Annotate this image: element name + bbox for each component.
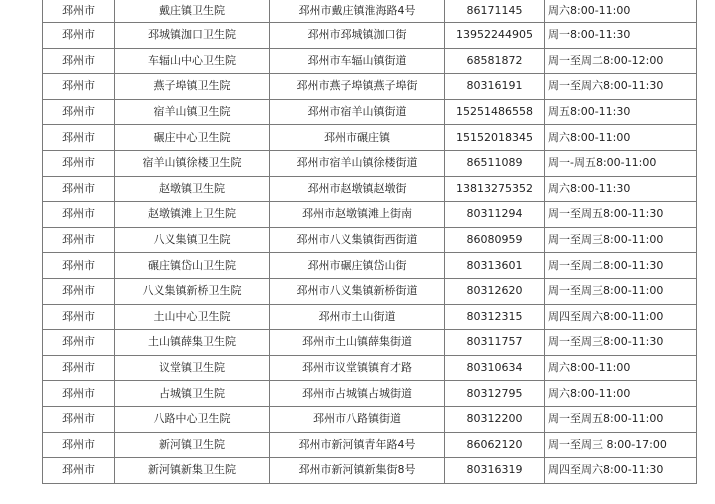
hours-cell: 周一至周六8:00-11:30 xyxy=(545,74,697,100)
table-row xyxy=(43,458,697,484)
phone-cell: 80310634 xyxy=(445,355,545,381)
table-row xyxy=(43,432,697,458)
hours-cell: 周一至周三8:00-11:30 xyxy=(545,330,697,356)
table-row xyxy=(43,381,697,407)
city-cell: 邳州市 xyxy=(43,48,115,74)
phone-cell: 80312620 xyxy=(445,278,545,304)
city-cell: 邳州市 xyxy=(43,202,115,228)
phone-cell: 80313601 xyxy=(445,253,545,279)
table-row xyxy=(43,99,697,125)
hours-cell: 周一-周五8:00-11:00 xyxy=(545,150,697,176)
phone-cell: 80312795 xyxy=(445,381,545,407)
phone-cell: 86062120 xyxy=(445,432,545,458)
clinic-table-container xyxy=(42,0,696,484)
address-cell: 邳州市宿羊山镇徐楼街道 xyxy=(270,150,445,176)
city-cell: 邳州市 xyxy=(43,23,115,49)
phone-cell: 80312200 xyxy=(445,406,545,432)
city-cell: 邳州市 xyxy=(43,432,115,458)
city-cell: 邳州市 xyxy=(43,406,115,432)
table-row xyxy=(43,125,697,151)
clinic-name-cell: 宿羊山镇卫生院 xyxy=(115,99,270,125)
table-row xyxy=(43,23,697,49)
table-row xyxy=(43,150,697,176)
address-cell: 邳州市八路镇街道 xyxy=(270,406,445,432)
table-row xyxy=(43,48,697,74)
city-cell: 邳州市 xyxy=(43,99,115,125)
clinic-name-cell: 新河镇新集卫生院 xyxy=(115,458,270,484)
table-row xyxy=(43,278,697,304)
city-cell: 邳州市 xyxy=(43,330,115,356)
phone-cell: 80316319 xyxy=(445,458,545,484)
address-cell: 邳州市土山街道 xyxy=(270,304,445,330)
phone-cell: 80311757 xyxy=(445,330,545,356)
hours-cell: 周六8:00-11:00 xyxy=(545,0,697,23)
city-cell: 邳州市 xyxy=(43,253,115,279)
clinic-name-cell: 赵墩镇卫生院 xyxy=(115,176,270,202)
hours-cell: 周六8:00-11:00 xyxy=(545,355,697,381)
address-cell: 邳州市议堂镇镇育才路 xyxy=(270,355,445,381)
clinic-table-body xyxy=(43,0,697,483)
hours-cell: 周六8:00-11:30 xyxy=(545,176,697,202)
city-cell: 邳州市 xyxy=(43,0,115,23)
hours-cell: 周一8:00-11:30 xyxy=(545,23,697,49)
address-cell: 邳州市车辐山镇街道 xyxy=(270,48,445,74)
clinic-table xyxy=(42,0,697,484)
address-cell: 邳州市碾庄镇岱山街 xyxy=(270,253,445,279)
address-cell: 邳州市新河镇青年路4号 xyxy=(270,432,445,458)
table-row xyxy=(43,176,697,202)
clinic-name-cell: 八义集镇新桥卫生院 xyxy=(115,278,270,304)
clinic-name-cell: 邳城镇泇口卫生院 xyxy=(115,23,270,49)
hours-cell: 周一至周三8:00-11:00 xyxy=(545,227,697,253)
table-row xyxy=(43,304,697,330)
city-cell: 邳州市 xyxy=(43,381,115,407)
hours-cell: 周四至周六8:00-11:30 xyxy=(545,458,697,484)
clinic-name-cell: 八义集镇卫生院 xyxy=(115,227,270,253)
table-row xyxy=(43,202,697,228)
clinic-name-cell: 八路中心卫生院 xyxy=(115,406,270,432)
address-cell: 邳州市燕子埠镇燕子埠街 xyxy=(270,74,445,100)
hours-cell: 周一至周五8:00-11:00 xyxy=(545,406,697,432)
phone-cell: 80311294 xyxy=(445,202,545,228)
address-cell: 邳州市土山镇薛集街道 xyxy=(270,330,445,356)
hours-cell: 周四至周六8:00-11:00 xyxy=(545,304,697,330)
table-row xyxy=(43,253,697,279)
hours-cell: 周一至周五8:00-11:30 xyxy=(545,202,697,228)
address-cell: 邳州市戴庄镇淮海路4号 xyxy=(270,0,445,23)
phone-cell: 68581872 xyxy=(445,48,545,74)
hours-cell: 周一至周三8:00-11:00 xyxy=(545,278,697,304)
clinic-name-cell: 戴庄镇卫生院 xyxy=(115,0,270,23)
address-cell: 邳州市占城镇占城街道 xyxy=(270,381,445,407)
phone-cell: 86080959 xyxy=(445,227,545,253)
hours-cell: 周六8:00-11:00 xyxy=(545,125,697,151)
clinic-name-cell: 占城镇卫生院 xyxy=(115,381,270,407)
address-cell: 邳州市八义集镇街西街道 xyxy=(270,227,445,253)
table-row xyxy=(43,227,697,253)
phone-cell: 80316191 xyxy=(445,74,545,100)
table-row xyxy=(43,74,697,100)
address-cell: 邳州市邳城镇泇口街 xyxy=(270,23,445,49)
address-cell: 邳州市八义集镇新桥街道 xyxy=(270,278,445,304)
city-cell: 邳州市 xyxy=(43,150,115,176)
clinic-name-cell: 土山镇薛集卫生院 xyxy=(115,330,270,356)
city-cell: 邳州市 xyxy=(43,125,115,151)
phone-cell: 86171145 xyxy=(445,0,545,23)
table-row xyxy=(43,406,697,432)
phone-cell: 15251486558 xyxy=(445,99,545,125)
address-cell: 邳州市新河镇新集街8号 xyxy=(270,458,445,484)
city-cell: 邳州市 xyxy=(43,176,115,202)
city-cell: 邳州市 xyxy=(43,227,115,253)
table-row xyxy=(43,0,697,23)
clinic-name-cell: 燕子埠镇卫生院 xyxy=(115,74,270,100)
hours-cell: 周一至周二8:00-11:30 xyxy=(545,253,697,279)
clinic-name-cell: 碾庄中心卫生院 xyxy=(115,125,270,151)
phone-cell: 13952244905 xyxy=(445,23,545,49)
clinic-name-cell: 议堂镇卫生院 xyxy=(115,355,270,381)
table-row xyxy=(43,330,697,356)
hours-cell: 周六8:00-11:00 xyxy=(545,381,697,407)
hours-cell: 周五8:00-11:30 xyxy=(545,99,697,125)
hours-cell: 周一至周三 8:00-17:00 xyxy=(545,432,697,458)
phone-cell: 15152018345 xyxy=(445,125,545,151)
phone-cell: 80312315 xyxy=(445,304,545,330)
hours-cell: 周一至周二8:00-12:00 xyxy=(545,48,697,74)
city-cell: 邳州市 xyxy=(43,74,115,100)
clinic-name-cell: 土山中心卫生院 xyxy=(115,304,270,330)
clinic-name-cell: 车辐山中心卫生院 xyxy=(115,48,270,74)
clinic-name-cell: 宿羊山镇徐楼卫生院 xyxy=(115,150,270,176)
address-cell: 邳州市赵墩镇滩上街南 xyxy=(270,202,445,228)
address-cell: 邳州市宿羊山镇街道 xyxy=(270,99,445,125)
phone-cell: 13813275352 xyxy=(445,176,545,202)
city-cell: 邳州市 xyxy=(43,304,115,330)
city-cell: 邳州市 xyxy=(43,278,115,304)
clinic-name-cell: 赵墩镇滩上卫生院 xyxy=(115,202,270,228)
city-cell: 邳州市 xyxy=(43,458,115,484)
phone-cell: 86511089 xyxy=(445,150,545,176)
address-cell: 邳州市赵墩镇赵墩街 xyxy=(270,176,445,202)
clinic-name-cell: 新河镇卫生院 xyxy=(115,432,270,458)
city-cell: 邳州市 xyxy=(43,355,115,381)
table-row xyxy=(43,355,697,381)
address-cell: 邳州市碾庄镇 xyxy=(270,125,445,151)
clinic-name-cell: 碾庄镇岱山卫生院 xyxy=(115,253,270,279)
